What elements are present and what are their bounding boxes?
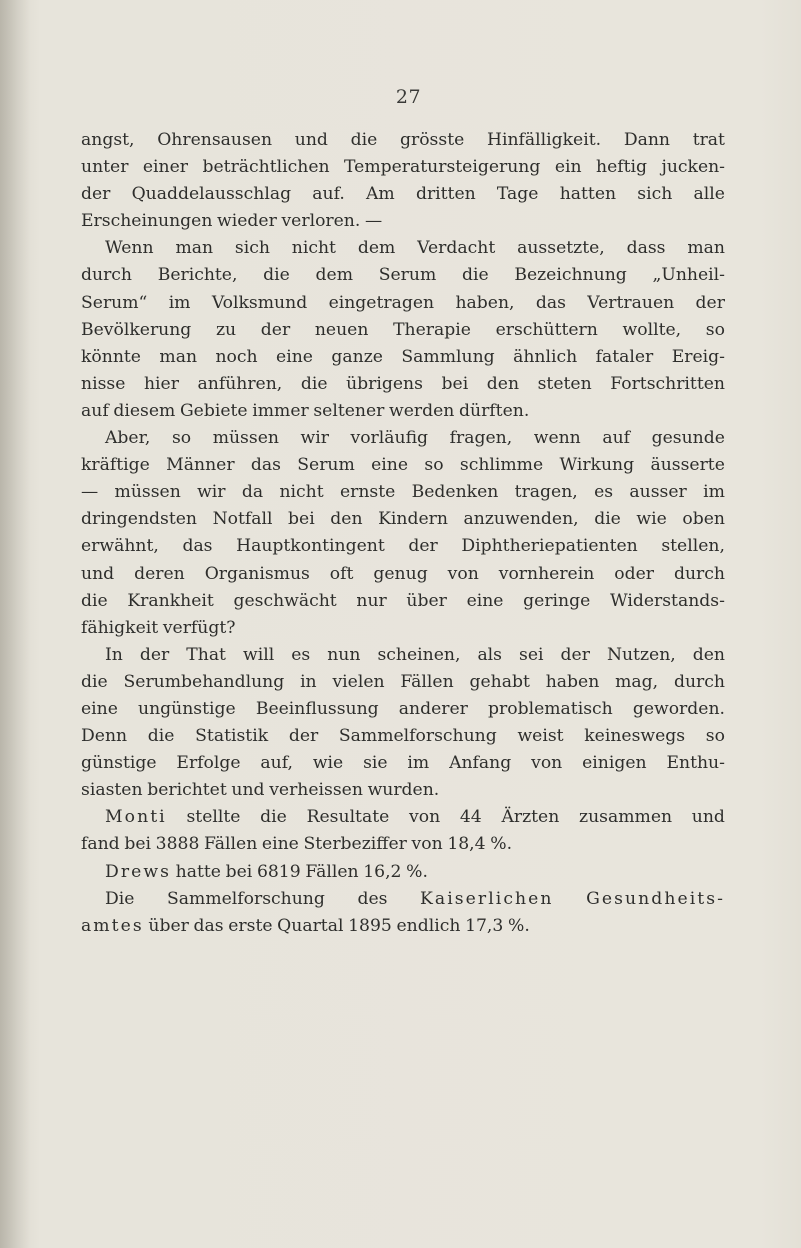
text-line: fähigkeit verfügt? (81, 617, 236, 638)
text-line: In der That will es nun scheinen, als sei der Nutzen, den (105, 644, 725, 665)
text-line: nisse hier anführen, die übrigens bei den steten Fortschritten (81, 373, 725, 394)
paragraph (81, 859, 725, 886)
text-line: siasten berichtet und verheissen wurden. (81, 780, 440, 801)
text-line: und deren Organismus oft genug von vornherein oder durch (81, 563, 725, 584)
text-line: Die Sammelforschung des Kaiserlichen Gesundheits- (105, 888, 725, 909)
text-line: Drews hatte bei 6819 Fällen 16,2 %. (105, 861, 428, 882)
text-line: auf diesem Gebiete immer seltener werden dürften. (81, 400, 530, 421)
text-line: unter einer beträchtlichen Temperatursteigerung ein heftig jucken- (81, 157, 725, 178)
page-number: 27 (395, 86, 422, 108)
text-line: Monti stellte die Resultate von 44 Ärzten zusammen und (105, 807, 725, 828)
text-line: dringendsten Notfall bei den Kindern anzuwenden, die wie oben (81, 509, 725, 530)
text-line: die Krankheit geschwächt nur über eine geringe Widerstands- (81, 590, 725, 611)
text-line: Wenn man sich nicht dem Verdacht aussetzte, dass man (105, 238, 725, 259)
text-line: Aber, so müssen wir vorläufig fragen, wenn auf gesunde (105, 428, 725, 449)
text-line: fand bei 3888 Fällen eine Sterbeziffer von 18,4 %. (81, 834, 513, 855)
paragraph (81, 127, 725, 235)
text-line: kräftige Männer das Serum eine so schlimme Wirkung äusserte (81, 455, 725, 476)
paragraph (81, 804, 725, 858)
page-edge-shadow (0, 0, 30, 1248)
text-line: Bevölkerung zu der neuen Therapie erschüttern wollte, so (81, 319, 725, 340)
text-line: angst, Ohrensausen und die grösste Hinfälligkeit. Dann trat (81, 130, 725, 150)
paragraph (81, 425, 725, 642)
body-text (81, 127, 725, 940)
paragraph (81, 235, 725, 425)
text-line: der Quaddelausschlag auf. Am dritten Tage hatten sich alle (81, 184, 725, 205)
paragraph (81, 642, 725, 805)
text-line: amtes über das erste Quartal 1895 endlich 17,3 %. (81, 915, 530, 936)
text-line: die Serumbehandlung in vielen Fällen gehabt haben mag, durch (81, 671, 725, 692)
text-line: Erscheinungen wieder verloren. — (81, 211, 383, 232)
text-line: eine ungünstige Beeinflussung anderer problematisch geworden. (81, 698, 725, 719)
text-line: — müssen wir da nicht ernste Bedenken tragen, es ausser im (81, 482, 725, 503)
text-line: erwähnt, das Hauptkontingent der Diphtheriepatienten stellen, (81, 536, 725, 557)
text-line: Serum“ im Volksmund eingetragen haben, das Vertrauen der (81, 292, 725, 313)
text-line: könnte man noch eine ganze Sammlung ähnlich fataler Ereig- (81, 346, 725, 367)
text-line: günstige Erfolge auf, wie sie im Anfang von einigen Enthu- (81, 753, 725, 774)
paragraph (81, 886, 725, 940)
text-line: Denn die Statistik der Sammelforschung weist keineswegs so (81, 726, 725, 747)
text-line: durch Berichte, die dem Serum die Bezeichnung „Unheil- (81, 265, 725, 286)
